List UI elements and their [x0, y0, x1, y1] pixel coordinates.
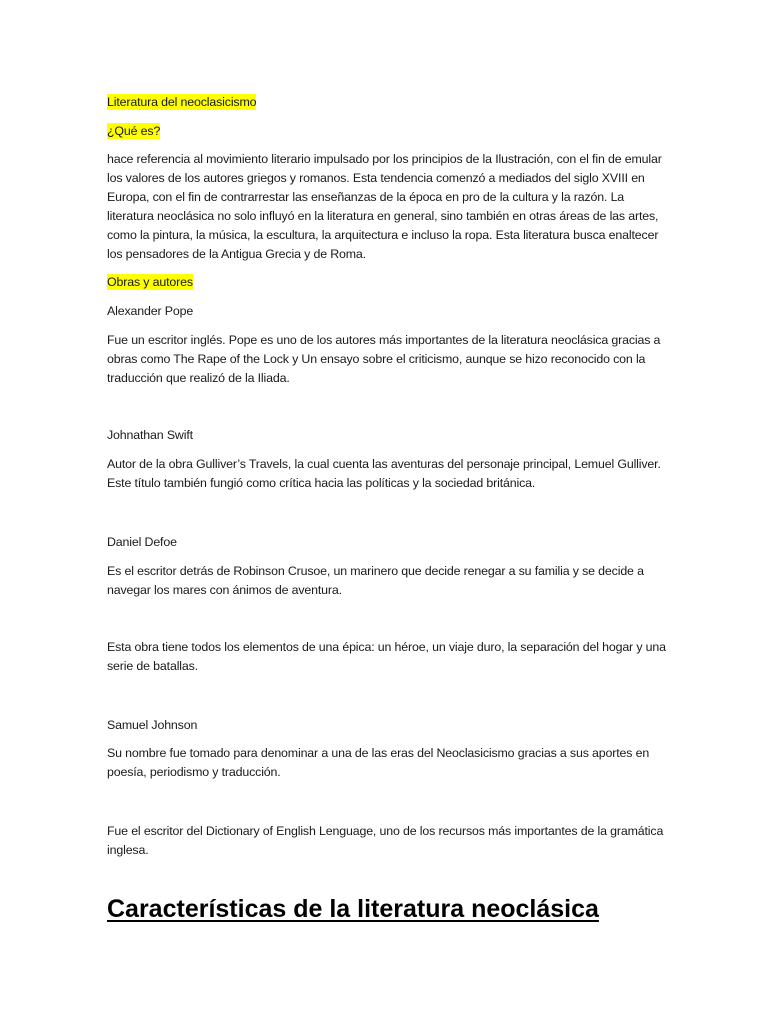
document-title	[107, 93, 667, 112]
section-heading-que-es	[107, 122, 667, 141]
author-name-swift: Johnathan Swift	[107, 428, 193, 442]
author-paragraph-pope: Fue un escritor inglés. Pope es uno de los autores más importantes de la literatura neoclásica gracias a obras como The Rape of the Lock y Un ensayo sobre el criticismo, aunque se hizo reconocido con la traducción que realizó de la Iliada.	[107, 333, 661, 385]
section-heading-obras-highlight: Obras y autores	[107, 275, 193, 289]
section-heading-caracteristicas: Características de la literatura neoclásica	[107, 895, 599, 923]
intro-paragraph: hace referencia al movimiento literario impulsado por los principios de la Ilustración, con el fin de emular los valores de los autores griegos y romanos. Esta tendencia comenzó a mediados del siglo XVIII en Europa, con el fin de contrarrestar las enseñanzas de la época en pro de la cultura y la razón. La literatura neoclásica no solo influyó en la literatura en general, sino también en otras áreas de las artes, como la pintura, la música, la escultura, la arquitectura e incluso la ropa. Esta literatura busca enaltecer los pensadores de la Antigua Grecia y de Roma.	[107, 152, 662, 261]
author-paragraph-defoe-2: Esta obra tiene todos los elementos de una épica: un héroe, un viaje duro, la separación del hogar y una serie de batallas.	[107, 640, 666, 673]
author-paragraph-swift: Autor de la obra Gulliver’s Travels, la cual cuenta las aventuras del personaje principal, Lemuel Gulliver. Este título también fungió como crítica hacia las políticas y la sociedad británica.	[107, 457, 661, 490]
author-name-pope: Alexander Pope	[107, 304, 194, 318]
author-paragraph-johnson-2: Fue el escritor del Dictionary of English Lenguage, uno de los recursos más importantes de la gramática inglesa.	[107, 824, 664, 857]
author-name-johnson: Samuel Johnson	[107, 718, 198, 732]
author-paragraph-johnson-1: Su nombre fue tomado para denominar a una de las eras del Neoclasicismo gracias a sus aportes en poesía, periodismo y traducción.	[107, 746, 650, 779]
document-title-highlight: Literatura del neoclasicismo	[107, 95, 257, 109]
author-name-defoe: Daniel Defoe	[107, 535, 177, 549]
section-heading-obras-y-autores	[107, 273, 667, 292]
section-heading-que-es-highlight: ¿Qué es?	[107, 124, 161, 138]
author-paragraph-defoe-1: Es el escritor detrás de Robinson Crusoe, un marinero que decide renegar a su familia y se decide a navegar los mares con ánimos de aventura.	[107, 564, 644, 597]
